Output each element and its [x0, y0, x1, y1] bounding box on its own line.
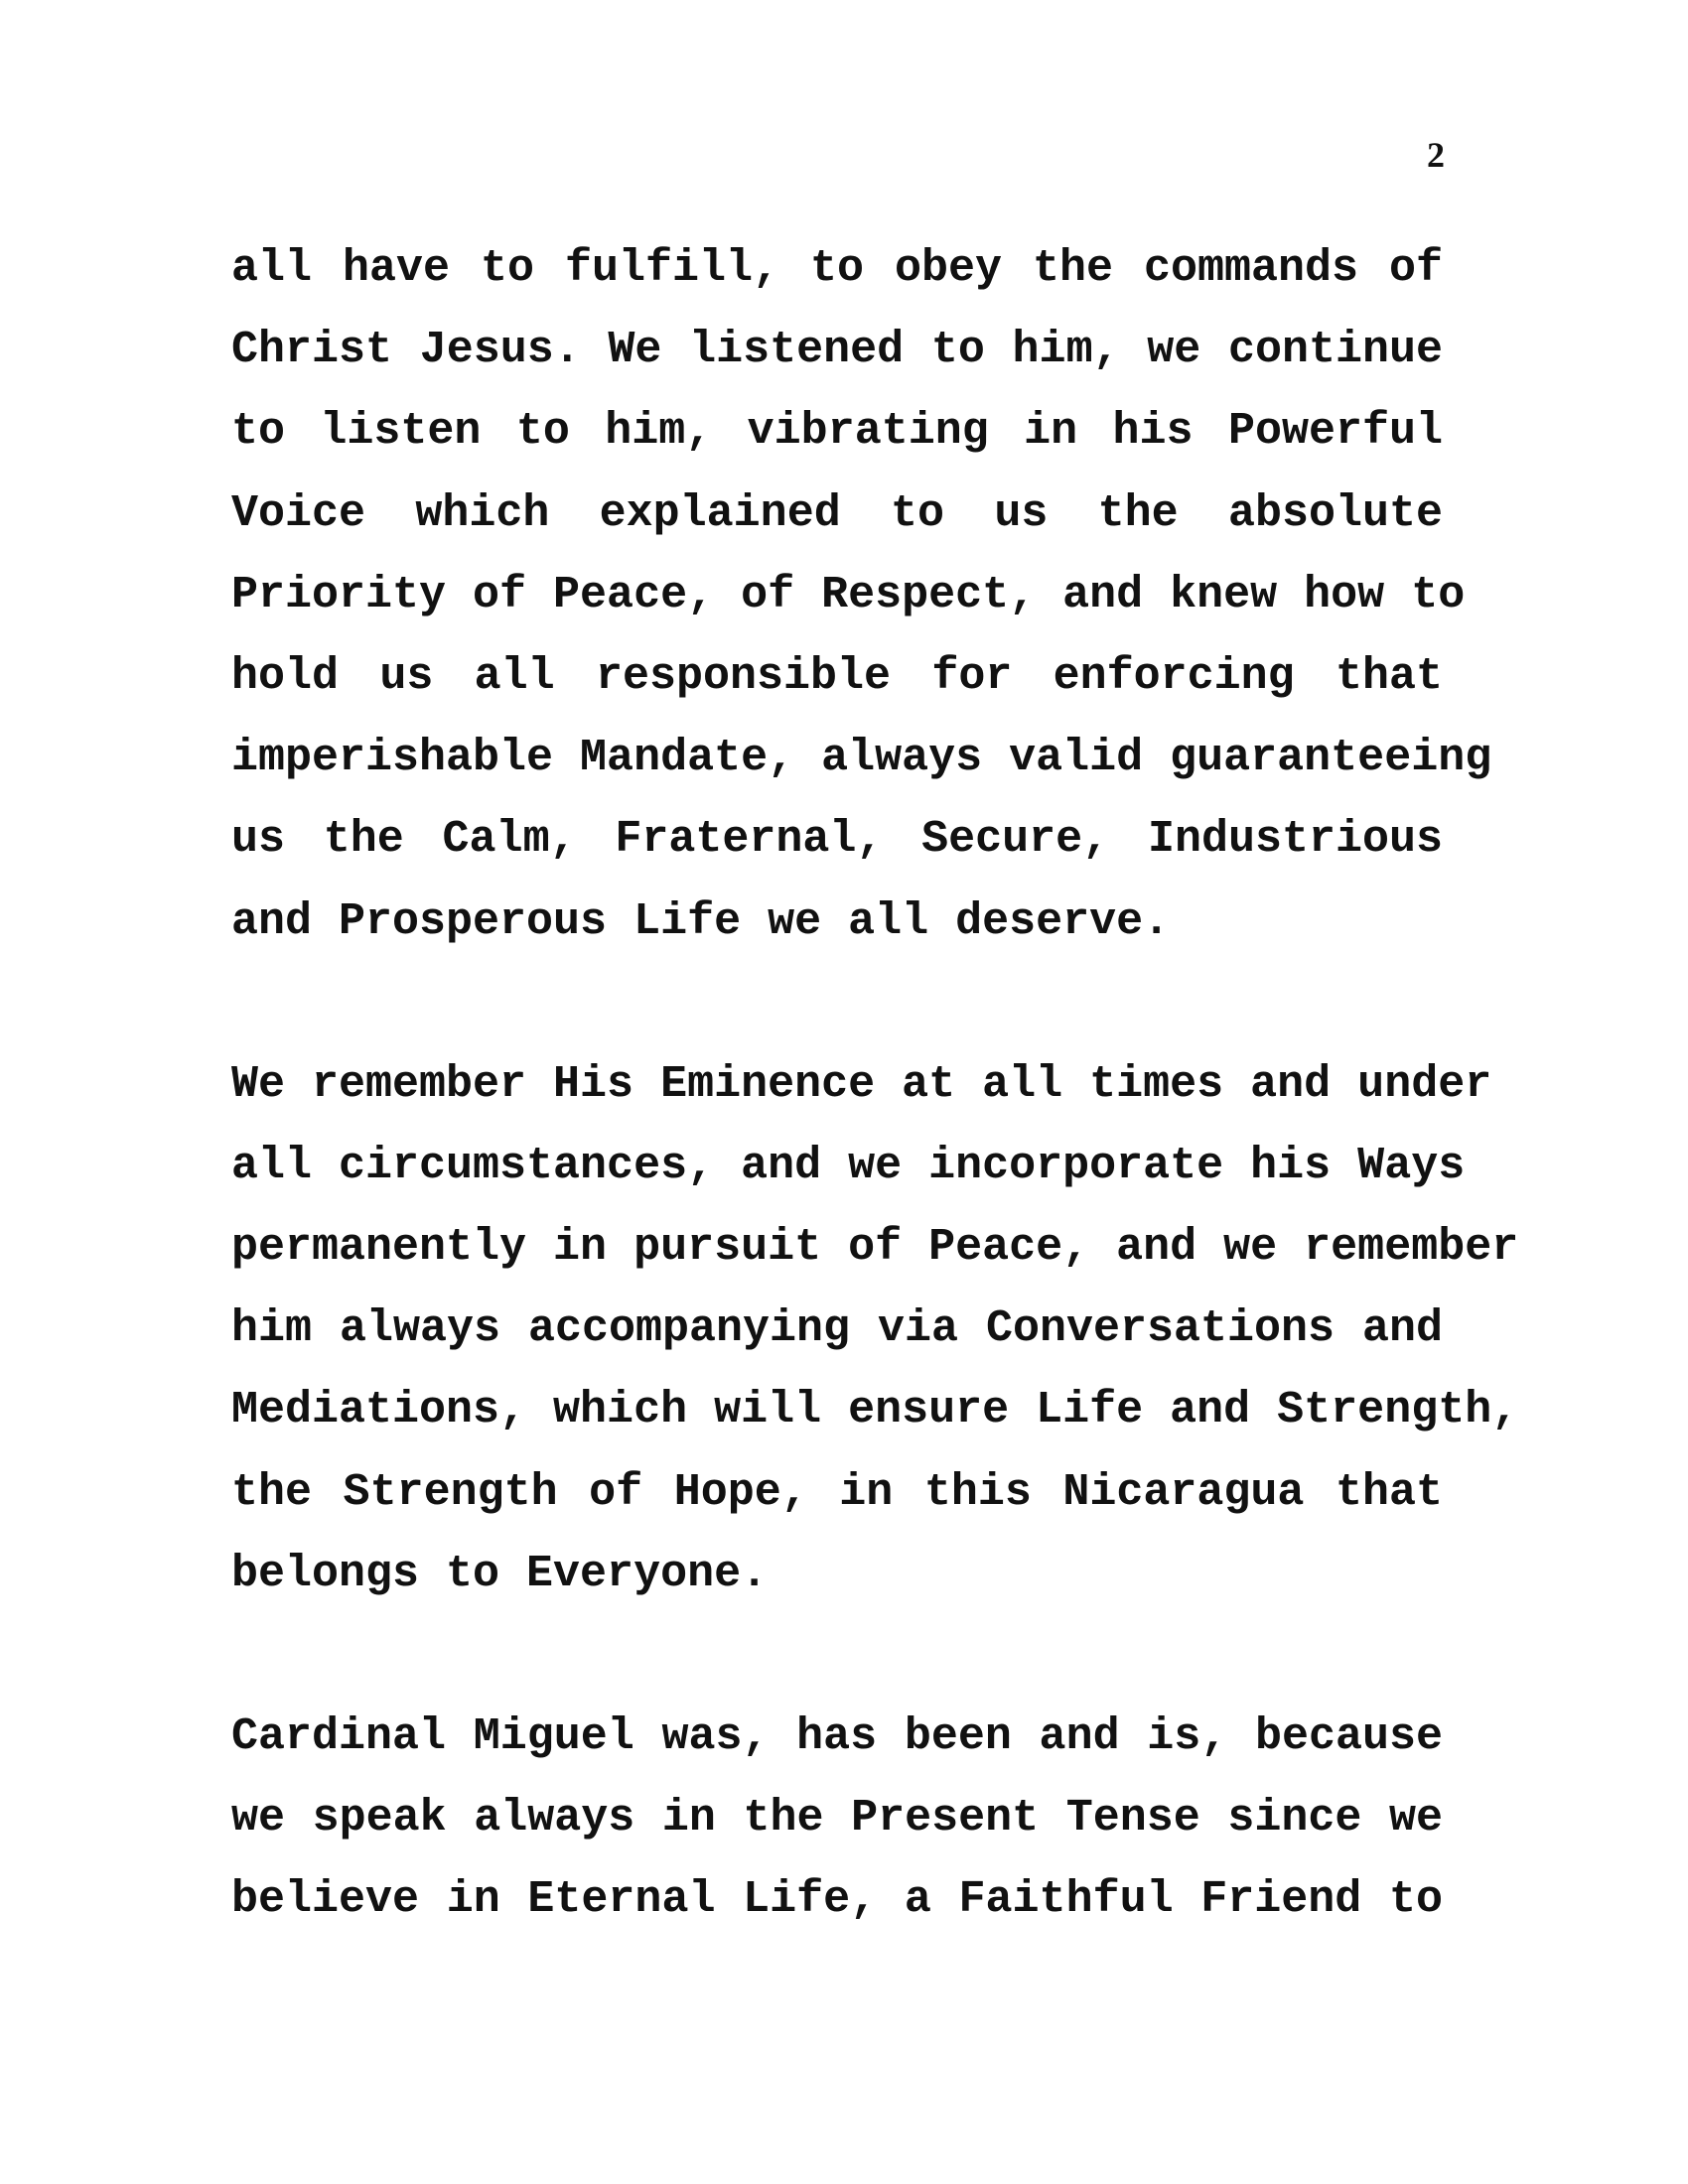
text-line: belongs to Everyone.	[231, 1548, 769, 1599]
text-line: and Prosperous Life we all deserve.	[231, 895, 1171, 947]
paragraph-spacer	[231, 1615, 1443, 1697]
text-line: Cardinal Miguel was, has been and is, because	[231, 1711, 1443, 1762]
text-line: hold us all responsible for enforcing that	[231, 650, 1443, 702]
text-line: Voice which explained to us the absolute	[231, 487, 1443, 539]
text-line: We remember His Eminence at all times and under	[231, 1058, 1492, 1110]
text-line: believe in Eternal Life, a Faithful Friend to	[231, 1874, 1443, 1926]
paragraph-spacer	[231, 963, 1443, 1044]
text-line: the Strength of Hope, in this Nicaragua that	[231, 1466, 1443, 1518]
text-line: us the Calm, Fraternal, Secure, Industrious	[231, 814, 1443, 866]
paragraph-2	[231, 1044, 1519, 1615]
text-line: all circumstances, and we incorporate his Ways	[231, 1140, 1466, 1191]
text-line: him always accompanying via Conversations and	[231, 1303, 1443, 1355]
body-text	[231, 228, 1519, 1942]
text-line: to listen to him, vibrating in his Powerful	[231, 406, 1443, 458]
paragraph-1	[231, 228, 1492, 963]
page-number: 2	[1427, 135, 1445, 175]
paragraph-3	[231, 1697, 1443, 1942]
text-line: all have to fulfill, to obey the commands of	[231, 243, 1443, 294]
text-line: Christ Jesus. We listened to him, we continue	[231, 325, 1443, 376]
text-line: Priority of Peace, of Respect, and knew how to	[231, 569, 1466, 620]
text-line: Mediations, which will ensure Life and Strength,	[231, 1385, 1519, 1436]
text-line: permanently in pursuit of Peace, and we remember	[231, 1222, 1519, 1274]
text-line: we speak always in the Present Tense since we	[231, 1793, 1443, 1844]
text-line: imperishable Mandate, always valid guaranteeing	[231, 733, 1492, 784]
